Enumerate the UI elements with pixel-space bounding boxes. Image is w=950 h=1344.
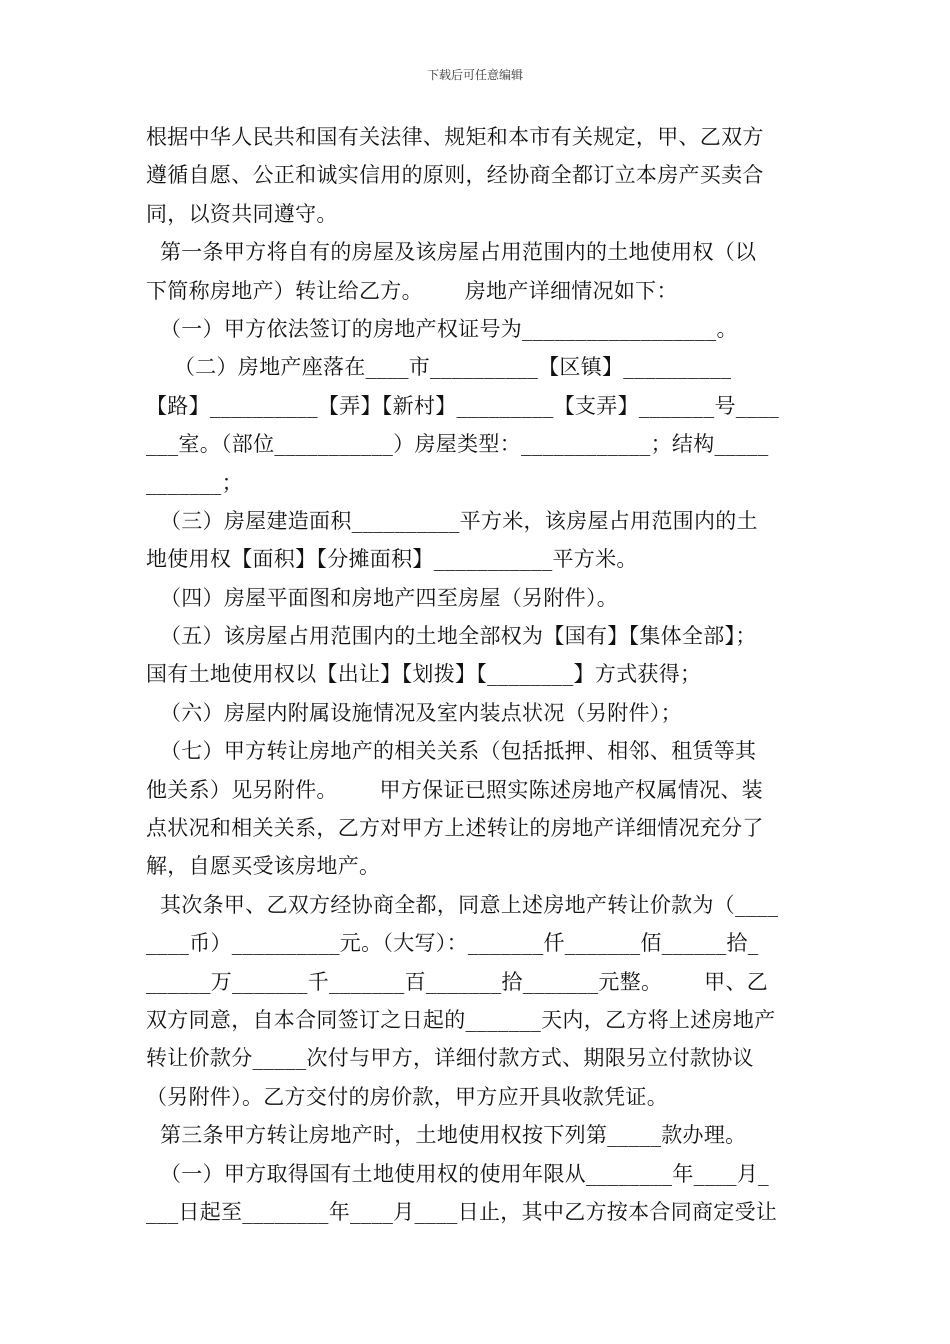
text-line: 转让价款分_____次付与甲方，详细付款方式、期限另立付款协议: [146, 1046, 754, 1071]
text-line: ___日起至________年____月____日止，其中乙方按本合同商定受让: [146, 1199, 778, 1224]
text-line: （二）房地产座落在____市__________【区镇】__________: [146, 355, 732, 380]
text-line: （六）房屋内附属设施情况及室内装点状况（另附件）；: [146, 700, 682, 725]
text-line: （四）房屋平面图和房地产四至房屋（另附件）。: [146, 585, 619, 610]
text-line: 遵循自愿、公正和诚实信用的原则，经协商全都订立本房产买卖合: [146, 163, 764, 188]
text-line: （七）甲方转让房地产的相关关系（包括抵押、相邻、租赁等其: [146, 739, 757, 764]
text-line: 根据中华人民共和国有关法律、规矩和本市有关规定，甲、乙双方: [146, 125, 764, 149]
text-line: 同，以资共同遵守。: [146, 201, 338, 226]
text-line: 解，自愿买受该房地产。: [146, 854, 381, 879]
text-line: ___室。（部位___________）房屋类型：____________；结构_____: [146, 432, 769, 457]
text-line: 其次条甲、乙双方经协商全都，同意上述房地产转让价款为（____: [146, 892, 779, 917]
page-header: 下载后可任意编辑: [426, 68, 523, 82]
text-line: 点状况和相关关系，乙方对甲方上述转让的房地产详细情况充分了: [146, 816, 764, 841]
text-line: ____币）__________元。（大写）：_______仟_______佰______拾_: [146, 931, 759, 956]
text-line: 他关系）见另附件。 甲方保证已照实陈述房地产权属情况、装: [146, 777, 763, 802]
text-line: 第一条甲方将自有的房屋及该房屋占用范围内的土地使用权（以: [146, 240, 757, 265]
text-line: （五）该房屋占用范围内的土地全部权为【国有】【集体全部】；: [146, 624, 757, 649]
text-line: 【路】__________【弄】【新村】_________【支弄】_______号____: [146, 393, 779, 418]
text-line: 国有土地使用权以【出让】【划拨】【________】方式获得；: [146, 662, 702, 687]
text-line: ______万_______千_______百_______拾_______元整。 甲、乙: [146, 969, 769, 994]
text-line: 下简称房地产）转让给乙方。 房地产详细情况如下：: [146, 278, 678, 303]
text-line: _______；: [146, 470, 243, 495]
text-line: （一）甲方取得国有土地使用权的使用年限从________年____月_: [146, 1161, 769, 1186]
contract-body: [146, 118, 810, 1231]
text-line: （三）房屋建造面积__________平方米，该房屋占用范围内的土: [146, 508, 758, 533]
text-line: 双方同意，自本合同签订之日起的_______天内，乙方将上述房地产: [146, 1007, 776, 1032]
text-line: （另附件）。乙方交付的房价款，甲方应开具收款凭证。: [146, 1084, 668, 1109]
text-line: （一）甲方依法签订的房地产权证号为__________________。: [146, 316, 738, 341]
text-line: 地使用权【面积】【分摊面积】___________平方米。: [146, 547, 638, 572]
text-line: 第三条甲方转让房地产时，土地使用权按下列第_____款办理。: [146, 1123, 747, 1148]
